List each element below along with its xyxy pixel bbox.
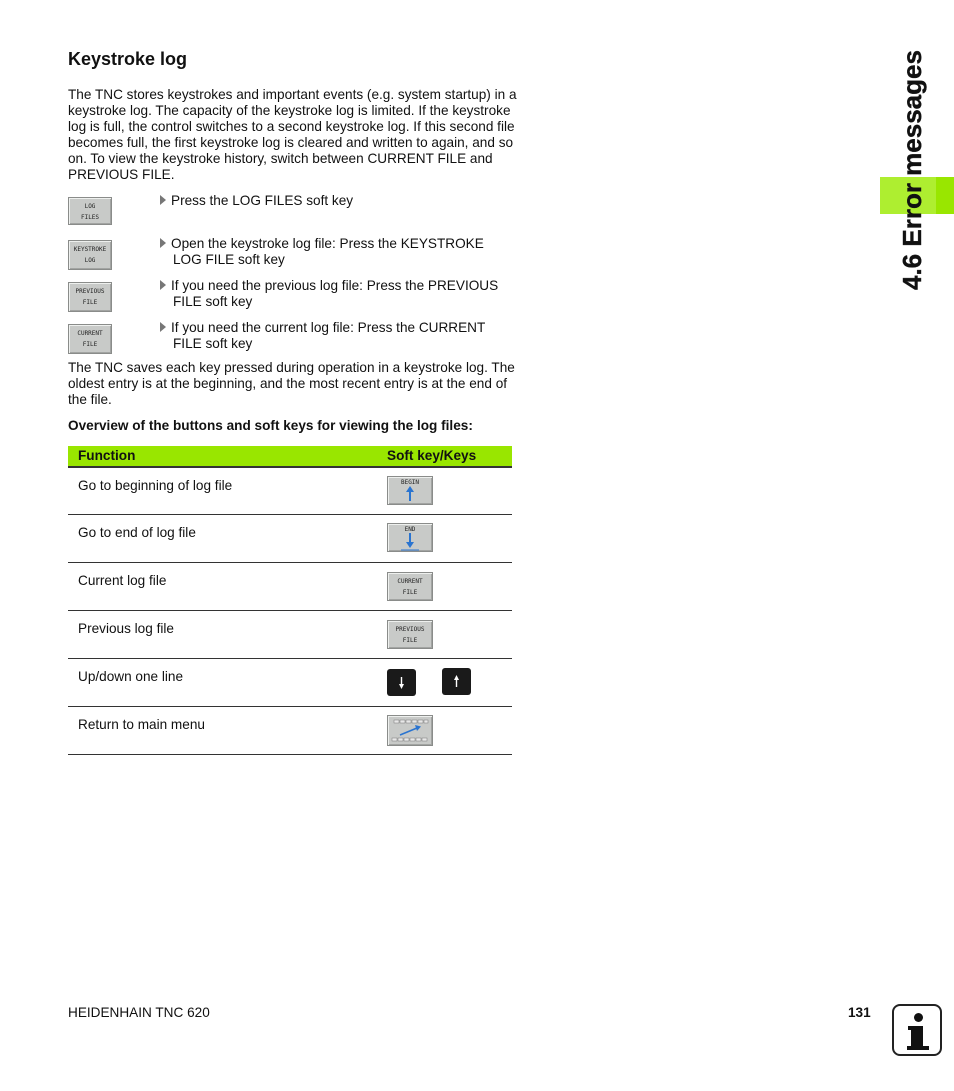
step-4-text: If you need the current log file: Press the CURRENT [171,320,486,335]
step-1 [160,193,510,209]
arrow-down-icon [388,531,432,551]
end-key-label: END [404,526,416,533]
row-function: Go to beginning of log file [78,478,233,493]
step-2-text: Open the keystroke log file: Press the KEYSTROKE [171,236,484,251]
table-row [68,611,512,659]
step-3-text-cont: FILE soft key [173,294,253,309]
row-function: Return to main menu [78,717,205,732]
step-3 [160,278,510,310]
row-function: Current log file [78,573,167,588]
footer-product: HEIDENHAIN TNC 620 [68,1005,210,1020]
return-main-menu-icon [388,716,432,746]
begin-softkey[interactable] [387,476,433,505]
step-arrow-icon [160,280,166,290]
page-number: 131 [848,1005,871,1020]
col-function: Function [78,448,136,463]
current-file-softkey[interactable]: CURRENT FILE [68,324,112,354]
step-arrow-icon [160,238,166,248]
current-file-key[interactable]: CURRENT FILE [387,572,433,601]
log-files-softkey[interactable]: LOG FILES [68,197,112,225]
previous-file-softkey[interactable]: PREVIOUS FILE [68,282,112,312]
step-1-text: Press the LOG FILES soft key [171,193,354,208]
step-2 [160,236,510,268]
step-4-text-cont: FILE soft key [173,336,253,351]
row-function: Up/down one line [78,669,184,684]
table-row [68,515,512,563]
table-row [68,563,512,611]
table-row [68,468,512,515]
row-function: Previous log file [78,621,174,636]
arrow-up-icon [442,668,471,695]
previous-file-key[interactable]: PREVIOUS FILE [387,620,433,649]
after-steps-paragraph: The TNC saves each key pressed during operation in a keystroke log. The oldest entry is at the beginning, and the most recent entry is at the end of the file. [68,360,515,407]
step-2-text-cont: LOG FILE soft key [173,252,285,267]
step-3-text: If you need the previous log file: Press the PREVIOUS [171,278,499,293]
main-menu-softkey[interactable] [387,715,433,746]
step-arrow-icon [160,322,166,332]
table-row [68,659,512,707]
step-arrow-icon [160,195,166,205]
table-header [68,446,512,468]
info-icon [892,1004,942,1056]
arrow-up-icon [388,485,432,503]
row-function: Go to end of log file [78,525,196,540]
end-softkey[interactable] [387,523,433,552]
up-arrow-key[interactable] [442,668,471,695]
step-4 [160,320,510,352]
down-arrow-key[interactable] [387,669,416,696]
table-row [68,707,512,755]
keystroke-log-softkey[interactable]: KEYSTROKE LOG [68,240,112,270]
intro-paragraph: The TNC stores keystrokes and important events (e.g. system startup) in a keystroke log. The capacity of the keystroke log is limited. If the keystroke log is full, the control switches to a second keystroke log. If this second file becomes full, the first keystroke log is cleared and written to again, and so on. To view the keystroke history, switch between CURRENT FILE and PREVIOUS FILE. [68,87,517,182]
overview-title: Overview of the buttons and soft keys for viewing the log files: [68,418,473,433]
section-heading: Keystroke log [68,49,188,69]
chapter-title: 4.6 Error messages [897,50,927,290]
col-keys: Soft key/Keys [387,448,477,463]
begin-key-label: BEGIN [400,479,420,486]
arrow-down-icon [387,669,416,696]
